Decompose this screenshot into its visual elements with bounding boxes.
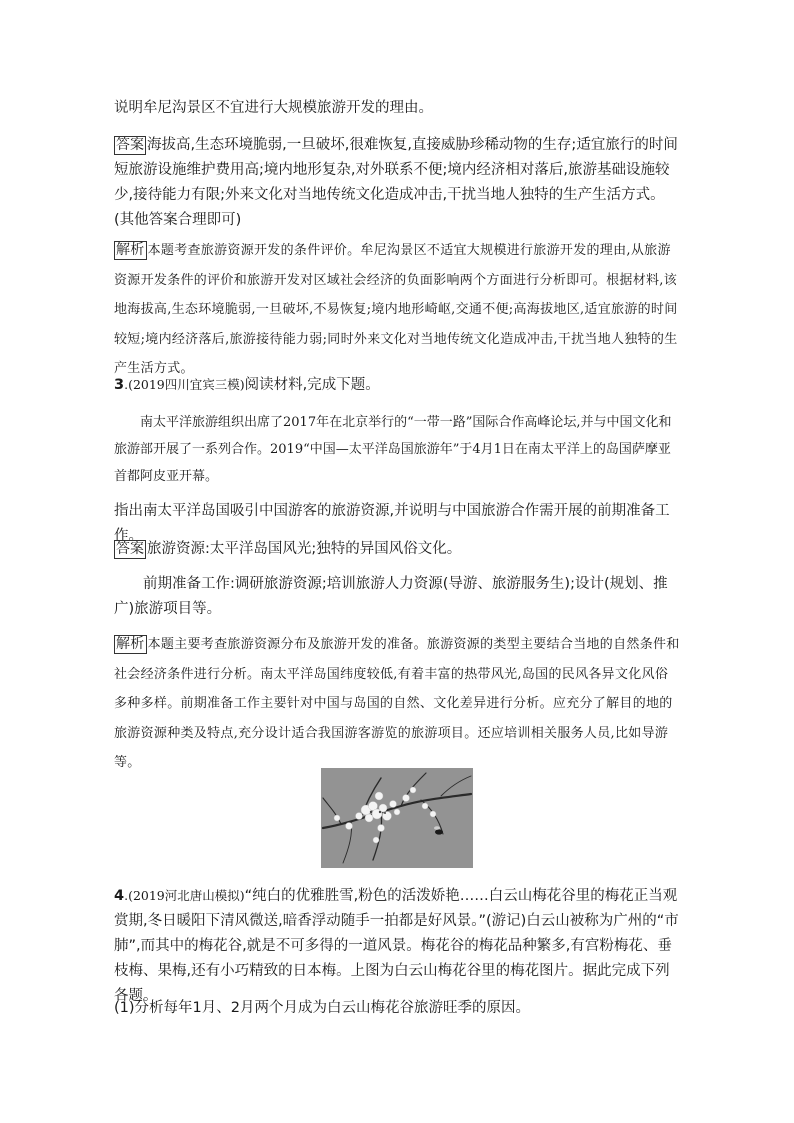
question-number: 4	[114, 888, 125, 904]
question-3-text: 指出南太平洋岛国吸引中国游客的旅游资源,并说明与中国旅游合作需开展的前期准备工作。	[114, 503, 670, 544]
question-number: 3	[114, 377, 125, 393]
question-prompt: 说明牟尼沟景区不宜进行大规模旅游开发的理由。	[114, 100, 433, 116]
question-stem: 阅读材料,完成下题。	[244, 377, 380, 393]
answer-tag: 答案	[116, 541, 144, 557]
question-4-text	[114, 883, 680, 1009]
answer-text: 海拔高,生态环境脆弱,一旦破坏,很难恢复,直接威胁珍稀动物的生存;适宜旅行的时间短旅游设施维护费用高;境内地形复杂,对外联系不便;境内经济相对落后,旅游基础设施较少,接待能力有限;外来文化对当地传统文化造成冲击,干扰当地人独特的生产生活方式。(其他答案合理即可)	[114, 137, 678, 228]
plum-blossom-photo	[321, 768, 473, 868]
analysis-tag: 解析	[116, 242, 145, 258]
analysis-text: 本题考查旅游资源开发的条件评价。牟尼沟景区不适宜大规模进行旅游开发的理由,从旅游资源开发条件的评价和旅游开发对区域社会经济的负面影响两个方面进行分析即可。根据材料,该地海拔高,生态环境脆弱,一旦破坏,不易恢复;境内地形崎岖,交通不便;高海拔地区,适宜旅游的时间较短;境内经济落后,旅游接待能力弱;同时外来文化对当地传统文化造成冲击,干扰当地人独特的生产生活方式。	[114, 243, 678, 376]
answer-text: 旅游资源:太平洋岛国风光;独特的异国风俗文化。	[147, 541, 462, 557]
question-3-header	[114, 372, 680, 398]
question-body: “纯白的优雅胜雪,粉色的活泼娇艳……白云山梅花谷里的梅花正当观赏期,冬日暖阳下清风微送,暗香浮动随手一拍都是好风景。”(游记)白云山被称为广州的“市肺”,而其中的梅花谷,就是不可多得的一道风景。梅花谷的梅花品种繁多,有宫粉梅花、垂枝梅、果梅,还有小巧精致的日本梅。上图为白云山梅花谷里的梅花图片。据此完成下列各题。	[114, 888, 679, 1004]
answer-tag: 答案	[116, 137, 144, 153]
reading-material: 南太平洋旅游组织出席了2017年在北京举行的“一带一路”国际合作高峰论坛,并与中国文化和旅游部开展了一系列合作。2019“中国—太平洋岛国旅游年”于4月1日在南太平洋上的岛国萨摩亚首都阿皮亚开幕。	[114, 415, 672, 484]
answer-block-q2	[114, 133, 680, 233]
analysis-tag: 解析	[116, 636, 145, 652]
analysis-block-q3	[114, 630, 680, 778]
answer-block-q3	[114, 537, 680, 562]
answer-text-continued: 前期准备工作:调研旅游资源;培训旅游人力资源(导游、旅游服务生);设计(规划、推广)旅游项目等。	[114, 576, 668, 617]
analysis-block-q2	[114, 236, 680, 384]
question-source: .(2019河北唐山模拟)	[124, 888, 245, 903]
question-source: .(2019四川宜宾三模)	[124, 377, 245, 392]
analysis-text: 本题主要考查旅游资源分布及旅游开发的准备。旅游资源的类型主要结合当地的自然条件和社会经济条件进行分析。南太平洋岛国纬度较低,有着丰富的热带风光,岛国的民风各异文化风俗多种多样。前期准备工作主要针对中国与岛国的自然、文化差异进行分析。应充分了解目的地的旅游资源种类及特点,充分设计适合我国游客游览的旅游项目。还应培训相关服务人员,比如导游等。	[114, 637, 680, 770]
sub-question-1: (1)分析每年1月、2月两个月成为白云山梅花谷旅游旺季的原因。	[114, 1000, 530, 1016]
